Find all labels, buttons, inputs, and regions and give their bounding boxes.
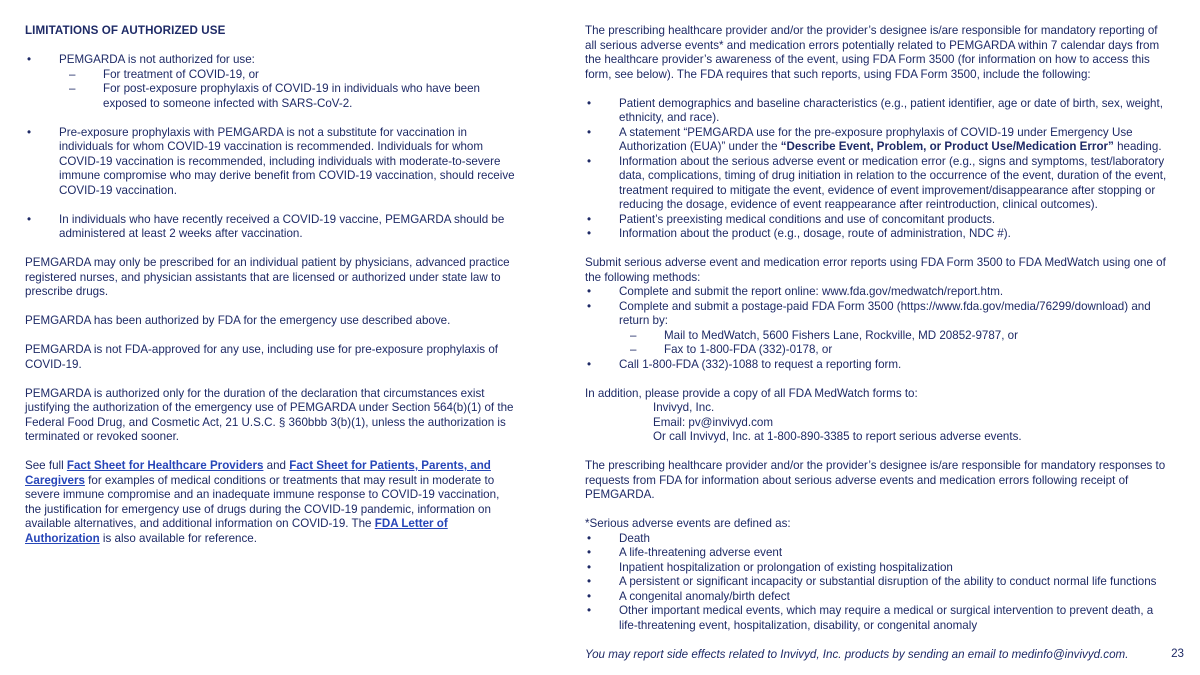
bullet-preexisting: • Patient’s preexisting medical conditions and use of concomitant products. <box>585 213 1170 228</box>
bullet-incapacity: • A persistent or significant incapacity or substantial disruption of the ability to conduct normal life functions <box>585 575 1170 590</box>
paragraph-reporting-intro: The prescribing healthcare provider and/or the provider’s designee is/are responsible for mandatory reporting of all serious adverse events* and medication errors potentially related to PEMGARDA within 7 calendar days from the healthcare provider’s awareness of the event, using FDA Form 3500 (for information on how to access this form, see below). The FDA requires that such reports, using FDA Form 3500, include the following: <box>585 24 1160 81</box>
paragraph-not-approved: PEMGARDA is not FDA-approved for any use, including use for pre-exposure prophylaxis of COVID-19. <box>25 343 498 371</box>
paragraph-copy: In addition, please provide a copy of all FDA MedWatch forms to: <box>585 386 918 400</box>
paragraph-submit: Submit serious adverse event and medication error reports using FDA Form 3500 to FDA MedWatch using one of the following methods: <box>585 256 1166 284</box>
bullet-congenital: • A congenital anomaly/birth defect <box>585 590 1170 605</box>
bullet-postage-paid: • Complete and submit a postage-paid FDA Form 3500 (https://www.fda.gov/media/76299/download) and return by: <box>585 300 1170 329</box>
address-phone: Or call Invivyd, Inc. at 1-800-890-3385 to report serious adverse events. <box>653 430 1022 443</box>
bullet-online: • Complete and submit the report online: www.fda.gov/medwatch/report.htm. <box>585 285 1170 300</box>
fact-sheet-hcp-link[interactable]: Fact Sheet for Healthcare Providers <box>66 459 264 472</box>
sub-bullet-mail: – Mail to MedWatch, 5600 Fishers Lane, Rockville, MD 20852-9787, or <box>585 329 1170 344</box>
eua-text-1: A statement “PEMGARDA use for the pre-exposure prophylaxis of COVID-19 under Emergency Use Authorization (EUA)” under the <box>619 125 1133 153</box>
right-column <box>585 24 1170 662</box>
section-heading: LIMITATIONS OF AUTHORIZED USE <box>25 24 226 37</box>
bullet-hospitalization: • Inpatient hospitalization or prolongation of existing hospitalization <box>585 561 1170 576</box>
bullet-other-events: • Other important medical events, which may require a medical or surgical intervention to prevent death, a life-threatening event, hospitalization, disability, or congenital anomaly <box>585 604 1170 633</box>
sub-bullet-fax: – Fax to 1-800-FDA (332)-0178, or <box>585 343 1170 358</box>
bullet-not-authorized: • PEMGARDA is not authorized for use: <box>25 53 517 68</box>
fact-sheets-text-4: is also available for reference. <box>99 531 257 545</box>
eua-heading-bold: “Describe Event, Problem, or Product Use/Medication Error” <box>780 140 1114 153</box>
eua-text-2: heading. <box>1113 140 1162 153</box>
page-number: 23 <box>1171 647 1184 660</box>
left-column <box>25 24 517 546</box>
fact-sheet-patients-link[interactable]: Fact Sheet for Patients, Parents, and Caregivers <box>25 459 491 487</box>
sub-bullet-treatment: – For treatment of COVID-19, or <box>25 68 517 83</box>
footer-note: You may report side effects related to Invivyd, Inc. products by sending an email to medinfo@invivyd.com. <box>585 647 1129 661</box>
address-email: Email: pv@invivyd.com <box>653 415 774 429</box>
sub-bullet-post-exposure: – For post-exposure prophylaxis of COVID-19 in individuals who have been exposed to someone infected with SARS-CoV-2. <box>25 82 517 111</box>
fact-sheets-text-3: for examples of medical conditions or treatments that may result in moderate to severe immune compromise and an inadequate immune response to COVID-19 vaccination, the justification for emergency use of drugs during the COVID-19 pandemic, information on available alternatives, and additional information on COVID-19. The <box>25 473 500 530</box>
bullet-demographics: • Patient demographics and baseline characteristics (e.g., patient identifier, age or date of birth, sex, weight, ethnicity, and race). <box>585 97 1170 126</box>
paragraph-definition: *Serious adverse events are defined as: <box>585 517 791 530</box>
address-company: Invivyd, Inc. <box>653 401 715 414</box>
bullet-call: • Call 1-800-FDA (332)-1088 to request a reporting form. <box>585 358 1170 373</box>
bullet-death: • Death <box>585 532 1170 547</box>
paragraph-authorized: PEMGARDA has been authorized by FDA for the emergency use described above. <box>25 314 451 327</box>
paragraph-duration: PEMGARDA is authorized only for the duration of the declaration that circumstances exist justifying the authorization of the emergency use of PEMGARDA under Section 564(b)(1) of the Federal Food Drug, and Cosmetic Act, 21 U.S.C. § 360bbb 3(b)(1), unless the authorization is terminated or revoked sooner. <box>25 386 514 443</box>
paragraph-prescribers: PEMGARDA may only be prescribed for an individual patient by physicians, advanced practice registered nurses, and physician assistants that are licensed or authorized under state law to prescribe drugs. <box>25 256 510 298</box>
bullet-life-threatening: • A life-threatening adverse event <box>585 546 1170 561</box>
bullet-recent-vaccine: • In individuals who have recently received a COVID-19 vaccine, PEMGARDA should be administered at least 2 weeks after vaccination. <box>25 213 517 242</box>
paragraph-responses: The prescribing healthcare provider and/or the provider’s designee is/are responsible for mandatory responses to requests from FDA for information about serious adverse events and medication errors following receipt of PEMGARDA. <box>585 459 1166 501</box>
bullet-product-info: • Information about the product (e.g., dosage, route of administration, NDC #). <box>585 227 1170 242</box>
fda-letter-link[interactable]: FDA Letter of Authorization <box>25 517 448 545</box>
paragraph-fact-sheets <box>25 459 517 546</box>
bullet-eua-statement <box>585 126 1170 155</box>
bullet-vaccination: • Pre-exposure prophylaxis with PEMGARDA is not a substitute for vaccination in individuals for whom COVID-19 vaccination is recommended. Individuals for whom COVID-19 vaccination is recommended, including individuals with moderate-to-severe immune compromise who may derive benefit from COVID-19 vaccination, should receive COVID-19 vaccination. <box>25 126 517 199</box>
fact-sheets-text-2: and <box>263 459 290 472</box>
bullet-event-info: • Information about the serious adverse event or medication error (e.g., signs and symptoms, test/laboratory data, complications, timing of drug initiation in relation to the occurrence of the event, duration of the event, treatment required to mitigate the event, evidence of event improvement/disappearance after stopping or reducing the dosage, evidence of event reappearance after reintroduction, clinical outcomes). <box>585 155 1170 213</box>
fact-sheets-text-1: See full <box>25 459 67 472</box>
